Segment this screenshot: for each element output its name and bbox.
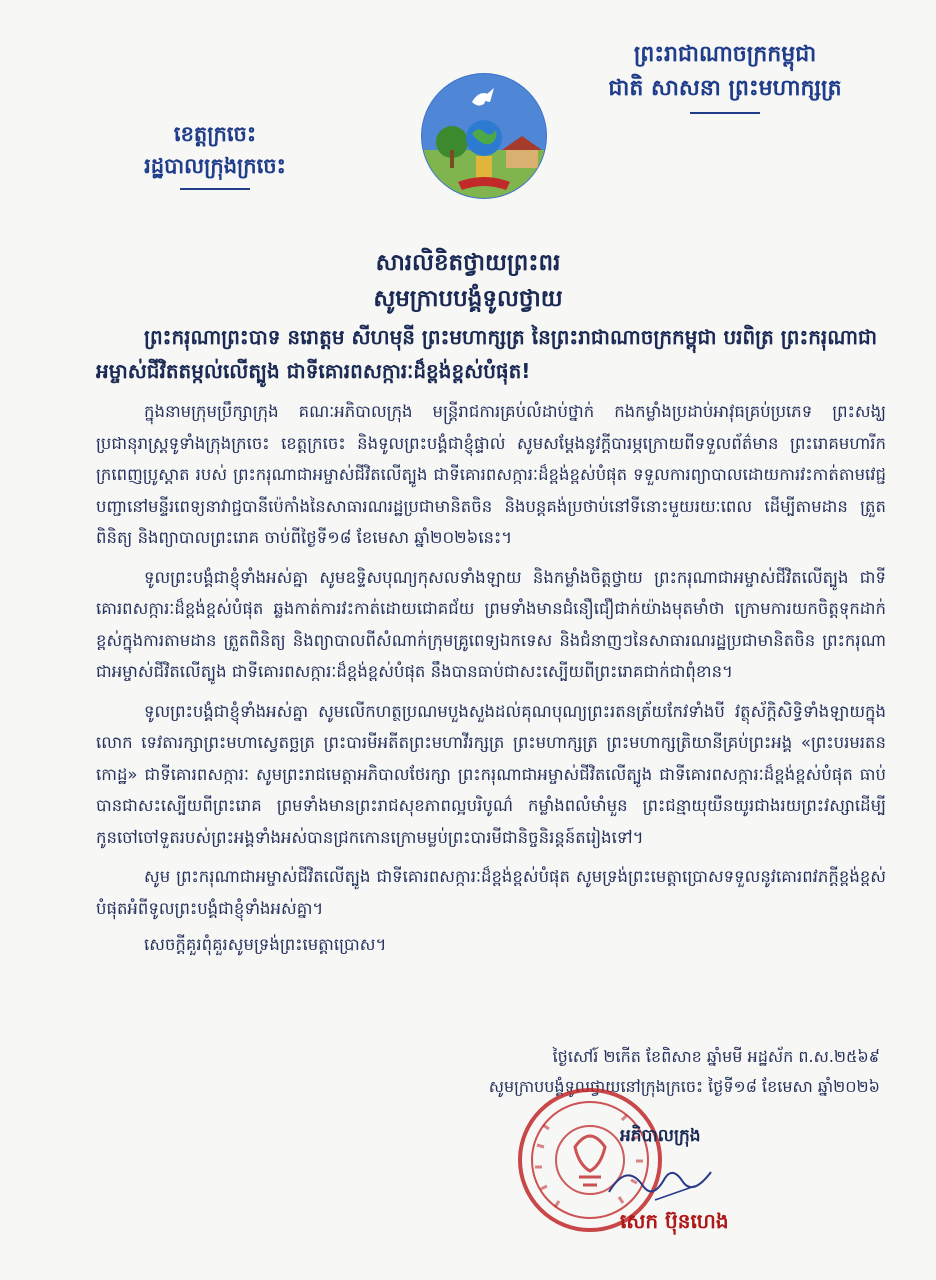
- signatory-name: សេក ប៊ុនហេង: [620, 1209, 729, 1233]
- paragraph-2: ទូលព្រះបង្គំជាខ្ញុំទាំងអស់គ្នា សូមឧទ្ទិសបុណ្យកុសលទាំងឡាយ និងកម្លាំងចិត្តថ្វាយ ព្រះករុណាជាអម្ចាស់ជីវិតលើត្បូង ជាទីគោរពសក្ការៈដ៏ខ្ពង់ខ្ពស់បំផុត ឆ្លងកាត់ការវះកាត់ដោយជោគជ័យ ព្រមទាំងមានជំនឿជឿជាក់យ៉ាងមុតមាំថា ក្រោមការយកចិត្តទុកដាក់ខ្ពស់ក្នុងការតាមដាន ត្រួតពិនិត្យ និងព្យាបាលពីសំណាក់ក្រុមគ្រូពេទ្យឯកទេស និងជំនាញៗនៃសាធារណរដ្ឋប្រជាមានិតចិន ព្រះករុណាជាអម្ចាស់ជីវិតលើត្បូង ជាទីគោរពសក្ការៈដ៏ខ្ពង់ខ្ពស់បំផុត នឹងបានធាប់ជាសះស្បើយពីព្រះរោគជាក់ជាពុំខាន។: [96, 567, 886, 681]
- title-line-2: សូមក្រាបបង្គំទូលថ្វាយ: [373, 286, 563, 312]
- province-name: ខេត្តក្រចេះ: [173, 122, 257, 146]
- header-divider: [180, 188, 250, 190]
- right-header: [570, 38, 880, 114]
- municipal-emblem-icon: [420, 72, 548, 200]
- lunar-date: ថ្ងៃសៅរ៍ ២កើត ខែពិសាខ ឆ្នាំមមី អដ្ឋស័ក ព.ស.២៥៦៩: [552, 1047, 880, 1066]
- paragraph-1: ក្នុងនាមក្រុមប្រឹក្សាក្រុង គណៈអភិបាលក្រុង មន្ត្រីរាជការគ្រប់លំដាប់ថ្នាក់ កងកម្លាំងប្រដាប់អាវុធគ្រប់ប្រភេទ ព្រះសង្ឃ ប្រជានុរាស្ត្រទូទាំងក្រុងក្រចេះ ខេត្តក្រចេះ និងទូលព្រះបង្គំជាខ្ញុំផ្ទាល់ សូមសម្តែងនូវក្តីបារម្ភក្រោយពីទទួលព័ត៌មាន ព្រះរោគមហារីកក្រពេញប្រូស្តាត របស់ ព្រះករុណាជាអម្ចាស់ជីវិតលើត្បូង ជាទីគោរពសក្ការៈដ៏ខ្ពង់ខ្ពស់បំផុត ទទួលការព្យាបាលដោយការវះកាត់តាមវេជ្ជបញ្ជានៅមន្ទីរពេទ្យនាវាជ្ជបានីប៉េកាំងនៃសាធារណរដ្ឋប្រជាមានិតចិន និងបន្តគង់ប្រថាប់នៅទីនោះមួយរយៈពេល ដើម្បីតាមដាន ត្រួតពិនិត្យ និងព្យាបាលព្រះរោគ ចាប់ពីថ្ងៃទី១៨ ខែមេសា ឆ្នាំ២០២៦នេះ។: [96, 402, 886, 547]
- paragraph-3: ទូលព្រះបង្គំជាខ្ញុំទាំងអស់គ្នា សូមលើកហត្ថប្រណមបួងសួងដល់គុណបុណ្យព្រះរតនត្រ័យកែវទាំងបី វត្ថុស័ក្តិសិទ្ធិទាំងឡាយក្នុងលោក ទេវតារក្សាព្រះមហាស្វេតច្ឆត្រ ព្រះបារមីអតីតព្រះមហាវីរក្សត្រ ព្រះមហាក្សត្រ ព្រះមហាក្សត្រិយានីគ្រប់ព្រះអង្គ «ព្រះបរមរតនកោដ្ឋ» ជាទីគោរពសក្ការៈ សូមព្រះរាជមេត្តាអភិបាលថែរក្សា ព្រះករុណាជាអម្ចាស់ជីវិតលើត្បូង ជាទីគោរពសក្ការៈដ៏ខ្ពង់ខ្ពស់បំផុត ធាប់បានជាសះស្បើយពីព្រះរោគ ព្រមទាំងមានព្រះរាជសុខភាពល្អបរិបូណ៌ កម្លាំងពលំមាំមួន ព្រះជន្មាយុយឺនយូរជាងរយព្រះវស្សាដើម្បីកូនចៅចៅទួតរបស់ព្រះអង្គទាំងអស់បានជ្រកកោនក្រោមម្លប់ព្រះបារមីជានិច្ចនិរន្តន៍តរៀងទៅ។: [96, 701, 886, 847]
- motto-divider: [690, 112, 760, 114]
- national-motto: ជាតិ សាសនា ព្រះមហាក្សត្រ: [608, 76, 842, 101]
- signatory-title: អភិបាលក្រុង: [620, 1126, 701, 1146]
- closing-line: សេចក្តីគួរពុំគួរសូមទ្រង់ព្រះមេត្តាប្រោស។: [144, 935, 387, 954]
- left-header: [120, 118, 310, 190]
- title-line-1: សារលិខិតថ្វាយព្រះពរ: [375, 250, 561, 276]
- kingdom-name: ព្រះរាជាណាចក្រកម្ពុជា: [633, 42, 817, 67]
- signature-icon: [605, 1148, 715, 1208]
- salutation-heading: ព្រះករុណាព្រះបាទ នរោត្តម សីហមុនី ព្រះមហាក្សត្រ នៃព្រះរាជាណាចក្រកម្ពុជា បរពិត្រ ព្រះករុណាជាអម្ចាស់ជីវិតតម្កល់លើត្បូង ជាទីគោរពសក្ការៈដ៏ខ្ពង់ខ្ពស់បំផុត!: [96, 325, 878, 383]
- letter-title: [0, 245, 936, 317]
- paragraph-4: សូម ព្រះករុណាជាអម្ចាស់ជីវិតលើត្បូង ជាទីគោរពសក្ការៈដ៏ខ្ពង់ខ្ពស់បំផុត សូមទ្រង់ព្រះមេត្តាប្រោសទទួលនូវគោរពវភក្តីខ្ពង់ខ្ពស់បំផុតអំពីទូលព្រះបង្គំជាខ្ញុំទាំងអស់គ្នា។: [96, 867, 886, 918]
- solar-date: សូមក្រាបបង្គំទូលថ្វាយនៅក្រុងក្រចេះ ថ្ងៃទី១៨ ខែមេសា ឆ្នាំ២០២៦: [488, 1077, 880, 1096]
- municipality-name: រដ្ឋបាលក្រុងក្រចេះ: [144, 154, 286, 178]
- letter-body: [96, 320, 886, 960]
